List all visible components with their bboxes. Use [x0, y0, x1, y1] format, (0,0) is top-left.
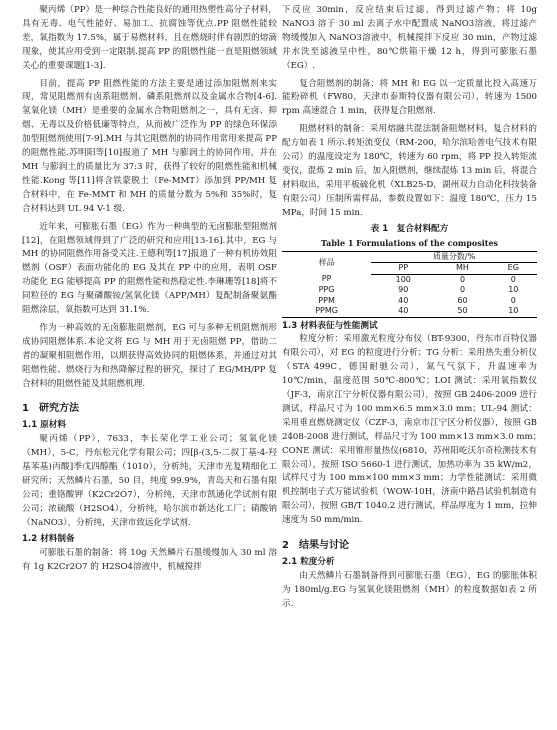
formulation-table	[282, 251, 537, 318]
table-cell: PPM	[318, 295, 335, 305]
materials-paragraph: 聚丙烯（PP），7633，李长荣化学工业公司；氢氧化镁（MH），5-C，丹东松元化学有限公司；四[β-(3,5-二叔丁基-4-羟基苯基)丙酸]季戊四醇酯（1010），分析纯，天津市光复精细化工研究所；天然鳞片石墨，50 目，纯度 99.9%，青岛天和石墨有限公司；重铬酸钾（K2Cr2O7），分析纯，天津市凯通化学试剂有限公司；浓硫酸（H2SO4），分析纯，哈尔滨市新达化工厂；硝酸钠（NaNO3），分析纯，天津市致远化学试剂.	[22, 434, 277, 528]
table-header-mh: MH	[435, 263, 489, 275]
table-cell: PP	[321, 274, 332, 284]
composite-preparation-paragraph: 阻燃材料的制备：采用熔融共混法制备阻燃材料，复合材料的配方如表 1 所示.转矩流变仪（RM-200，哈尔滨哈普电气技术有限公司）的温度设定为 180℃，转速为 60 rpm，将 PP 投入转矩流变仪，混炼 2 min 后，加入阻燃剂，继续混炼 13 min 后，将混合材料取出，采用平板硫化机（XLB25-D，湖州双力自动化科技装备有限公司）压制所需样品，参数设置如下：温度 180℃，压力 15 MPa，时间 15 min.	[282, 124, 537, 218]
table-header-group: 质量分数/%	[371, 251, 537, 263]
table-cell: PPG	[318, 285, 335, 294]
table-header-sample: 样品	[282, 251, 371, 274]
flame-retardant-preparation-paragraph: 复合阻燃剂的制备：将 MH 和 EG 以一定质量比投入高速万能粉碎机（FW80，天津市泰斯特仪器有限公司），转速为 1500 rpm 高速混合 1 min，获得复合阻燃剂.	[282, 78, 537, 117]
table-cell: 10	[508, 285, 519, 294]
preparation-paragraph-start: 可膨胀石墨的制备：将 10g 天然鳞片石墨缓慢加入 30 ml 溶有 1g K2Cr2O7 的 H2SO4溶液中，机械搅拌	[22, 547, 277, 572]
intro-paragraph-4: 作为一种高效的无卤膨胀阻燃剂，EG 可与多种无机阻燃剂形成协同阻燃体系.本论文将 EG 与 MH 用于无卤阻燃 PP，借助二者的凝聚相阻燃作用，以期获得高效协同的阻燃体系，并通过对其阻燃性能、燃烧行为和热降解过程的研究，探讨了 EG/MH/PP 复合材料的阻燃性能及其阻燃机理.	[22, 322, 277, 389]
particle-size-paragraph: 由天然鳞片石墨制备得到可膨胀石墨（EG），EG 的膨胀体积为 180ml/g.EG 与氢氧化镁阻燃剂（MH）的粒度数据如表 2 所示.	[282, 571, 537, 609]
section-heading-methods: 1 研究方法	[22, 403, 79, 415]
table-header-eg: EG	[490, 263, 537, 275]
left-column	[22, 4, 277, 574]
table-cell: 60	[457, 295, 468, 305]
table-cell: 50	[435, 306, 489, 317]
subsection-heading-preparation: 1.2 材料制备	[22, 533, 75, 544]
subsection-heading-characterization: 1.3 材料表征与性能测试	[282, 320, 378, 331]
table-row	[282, 306, 537, 317]
right-column	[282, 4, 546, 612]
table-caption-chinese: 表 1 复合材料配方	[370, 223, 449, 234]
intro-paragraph-2: 目前，提高 PP 阻燃性能的方法主要是通过添加阻燃剂来实现，常见阻燃剂有卤系阻燃剂、磷系阻燃剂以及金属水合物[4-6].氢氧化镁（MH）是重要的金属水合物阻燃剂之一，具有无卤、抑烟、无毒以及价格低廉等特点，从而被广泛作为 PP 的绿色环保添加型阻燃剂使用[7-9].MH 与其它阻燃剂的协同作用常用来提高 PP 的阻燃性能.苏明阳等[10]报道了 MH 与膨润土的协同作用，并在 MH 与膨润土的质量比为 37:3 时，获得了较好的阻燃性能和机械性能.Kong 等[11]将含铁蒙脱土（Fe-MMT）添加到 PP/MH 复合材料中，在 Fe-MMT 和 MH 的质量分数为 5%和 35%时，复合材料达到 UL 94 V-1 级.	[22, 78, 277, 214]
subsection-heading-materials: 1.1 原材料	[22, 420, 66, 431]
table-cell: 40	[398, 295, 409, 305]
table-header-pp: PP	[371, 263, 435, 275]
table-cell: 0	[459, 285, 466, 294]
table-caption-english: Table 1 Formulations of the composites	[320, 237, 499, 248]
table-row	[282, 296, 537, 307]
preparation-paragraph-continued: 下反应 30min，反应结束后过滤，得到过滤产物；将 10g NaNO3 溶于 30 ml 去离子水中配置成 NaNO3溶液，将过滤产物缓慢加入 NaNO3溶液中，机械搅拌下反应 30 min，产物过滤并水洗至滤液呈中性，80℃烘箱干燥 12 h，得到可膨胀石墨（EG）.	[282, 5, 537, 71]
characterization-paragraph: 粒度分析：采用激光粒度分布仪（BT-9300，丹东市百特仪器有限公司），对 EG 的粒度进行分析；TG 分析：采用热失重分析仪（STA 499C，德国耐驰公司），氮气气氛下，升温速率为 10℃/min，温度范围 50℃-800℃；LOI 测试：采用氧指数仪（JF-3，南京江宁分析仪器有限公司），按照 GB 2406-2009 进行测试，样品尺寸为 100 mm×6.5 mm×3.0 mm；UL-94 测试：采用垂直燃烧测定仪（CZF-3，南京市江宁区分析仪器），按照 GB 2408-2008 进行测试，样品尺寸为 100 mm×13 mm×3.0 mm； CONE 测试：采用锥形量热仪(6810，苏州阳屹沃尔奇检测技术有限公司），按照 ISO 5660-1 进行测试，加热功率为 35 kW/m2，试样尺寸为 100 mm×100 mm×3 mm；力学性能测试：采用微机控制电子式万能试验机（WOW-10H，济南中路昌试验机制造有限公司），按照 GB/T 1040.2 进行测试，样品厚度为 1 mm，拉伸速度为 50 mm/min.	[282, 334, 546, 526]
intro-paragraph-3: 近年来，可膨胀石墨（EG）作为一种典型的无卤膨胀型阻燃剂[12]，在阻燃领域得到了广泛的研究和应用[13-16].其中，EG 与 MH 的协同阻燃作用备受关注.王德利等[17]报道了一种有机协效阻燃剂（OSF）表面功能化的 EG 及其在 PP 中的应用，表明 OSF 功能化 EG 能够提高 PP 的阻燃性能和热稳定性.李琳珊等[18]将不同粒径的 EG 与聚磷酸铵/氢氧化镁（APP/MH）复配制备聚氨酯阻燃涂层，氧指数可达到 31.1%.	[22, 221, 277, 316]
table-row	[282, 285, 537, 296]
table-cell: 90	[398, 285, 409, 294]
table-cell: PPMG	[282, 306, 371, 317]
table-cell: 0	[510, 295, 516, 305]
subsection-heading-particle-size: 2.1 粒度分析	[282, 557, 335, 568]
table-row	[282, 274, 537, 285]
table-cell: 0	[459, 274, 466, 284]
table-cell: 40	[371, 306, 435, 317]
table-cell: 100	[395, 274, 411, 284]
table-cell: 0	[510, 274, 516, 284]
section-heading-results: 2 结果与讨论	[282, 540, 349, 552]
table-cell: 10	[490, 306, 537, 317]
intro-paragraph-1: 聚丙烯（PP）是一种综合性能良好的通用热塑性高分子材料，具有无毒、电气性能好、易加工、抗腐蚀等优点.PP 阻燃性能较差，氧指数为 17.5%，属于易燃材料，且在燃烧时伴有剧烈的熔滴现象，使其应用受到一定限制.提高 PP 的阻燃性能一直是阻燃领域关心的重要课题[1-3].	[22, 5, 277, 71]
